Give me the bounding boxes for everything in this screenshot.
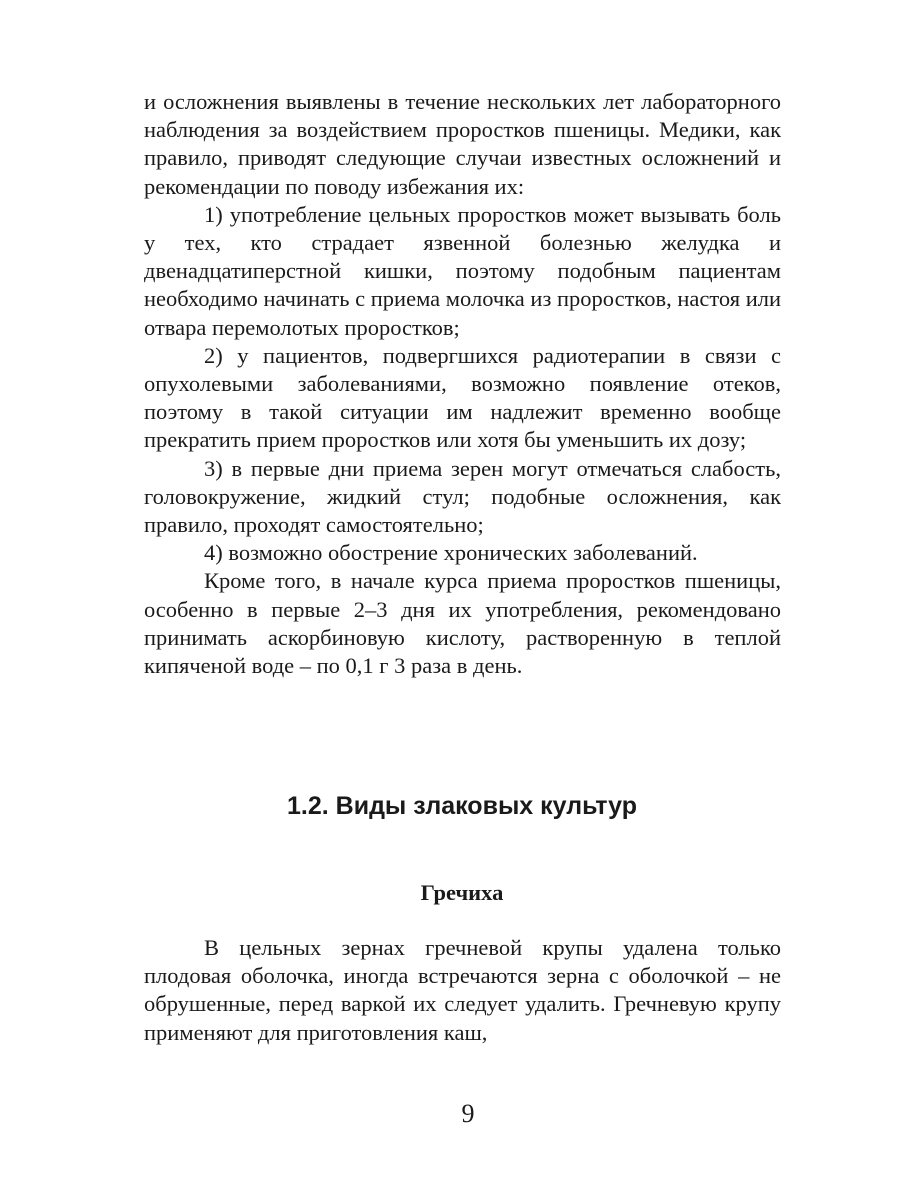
page-number: 9 <box>461 1099 475 1128</box>
body-text-buckwheat <box>144 934 781 1047</box>
paragraph-intro: и осложнения выявлены в течение нескольких лет лабораторного наблюдения за воздействием проростков пшеницы. Медики, как правило, приводят следующие случаи известных осложнений и рекомендации по поводу избежания их: <box>144 89 781 199</box>
list-item-2: 2) у пациентов, подвергшихся радиотерапии в связи с опухолевыми заболеваниями, возможно появление отеков, поэтому в такой ситуации им надлежит временно вообще прекратить прием проростков или хотя бы уменьшить их дозу; <box>144 342 781 453</box>
body-text-top <box>144 88 781 680</box>
paragraph-buckwheat: В цельных зернах гречневой крупы удалена только плодовая оболочка, иногда встречаются зерна с оболочкой – не обрушенные, перед варкой их следует удалить. Гречневую крупу применяют для приготовления каш, <box>144 935 781 1045</box>
paragraph-ascorbic: Кроме того, в начале курса приема проростков пшеницы, особенно в первые 2–3 дня их употребления, рекомендовано принимать аскорбиновую кислоту, растворенную в теплой кипяченой воде – по 0,1 г 3 раза в день. <box>144 568 781 679</box>
section-heading: 1.2. Виды злаковых культур <box>287 792 637 820</box>
list-item-4: 4) возможно обострение хронических заболеваний. <box>204 540 698 566</box>
list-item-3: 3) в первые дни приема зерен могут отмечаться слабость, головокружение, жидкий стул; подобные осложнения, как правило, проходят самостоятельно; <box>144 455 781 538</box>
list-item-1: 1) употребление цельных проростков может вызывать боль у тех, кто страдает язвенной болезнью желудка и двенадцатиперстной кишки, поэтому подобным пациентам необходимо начинать с приема молочка из проростков, настоя или отвара перемолотых проростков; <box>144 201 781 340</box>
subheading-buckwheat: Гречиха <box>420 880 504 905</box>
